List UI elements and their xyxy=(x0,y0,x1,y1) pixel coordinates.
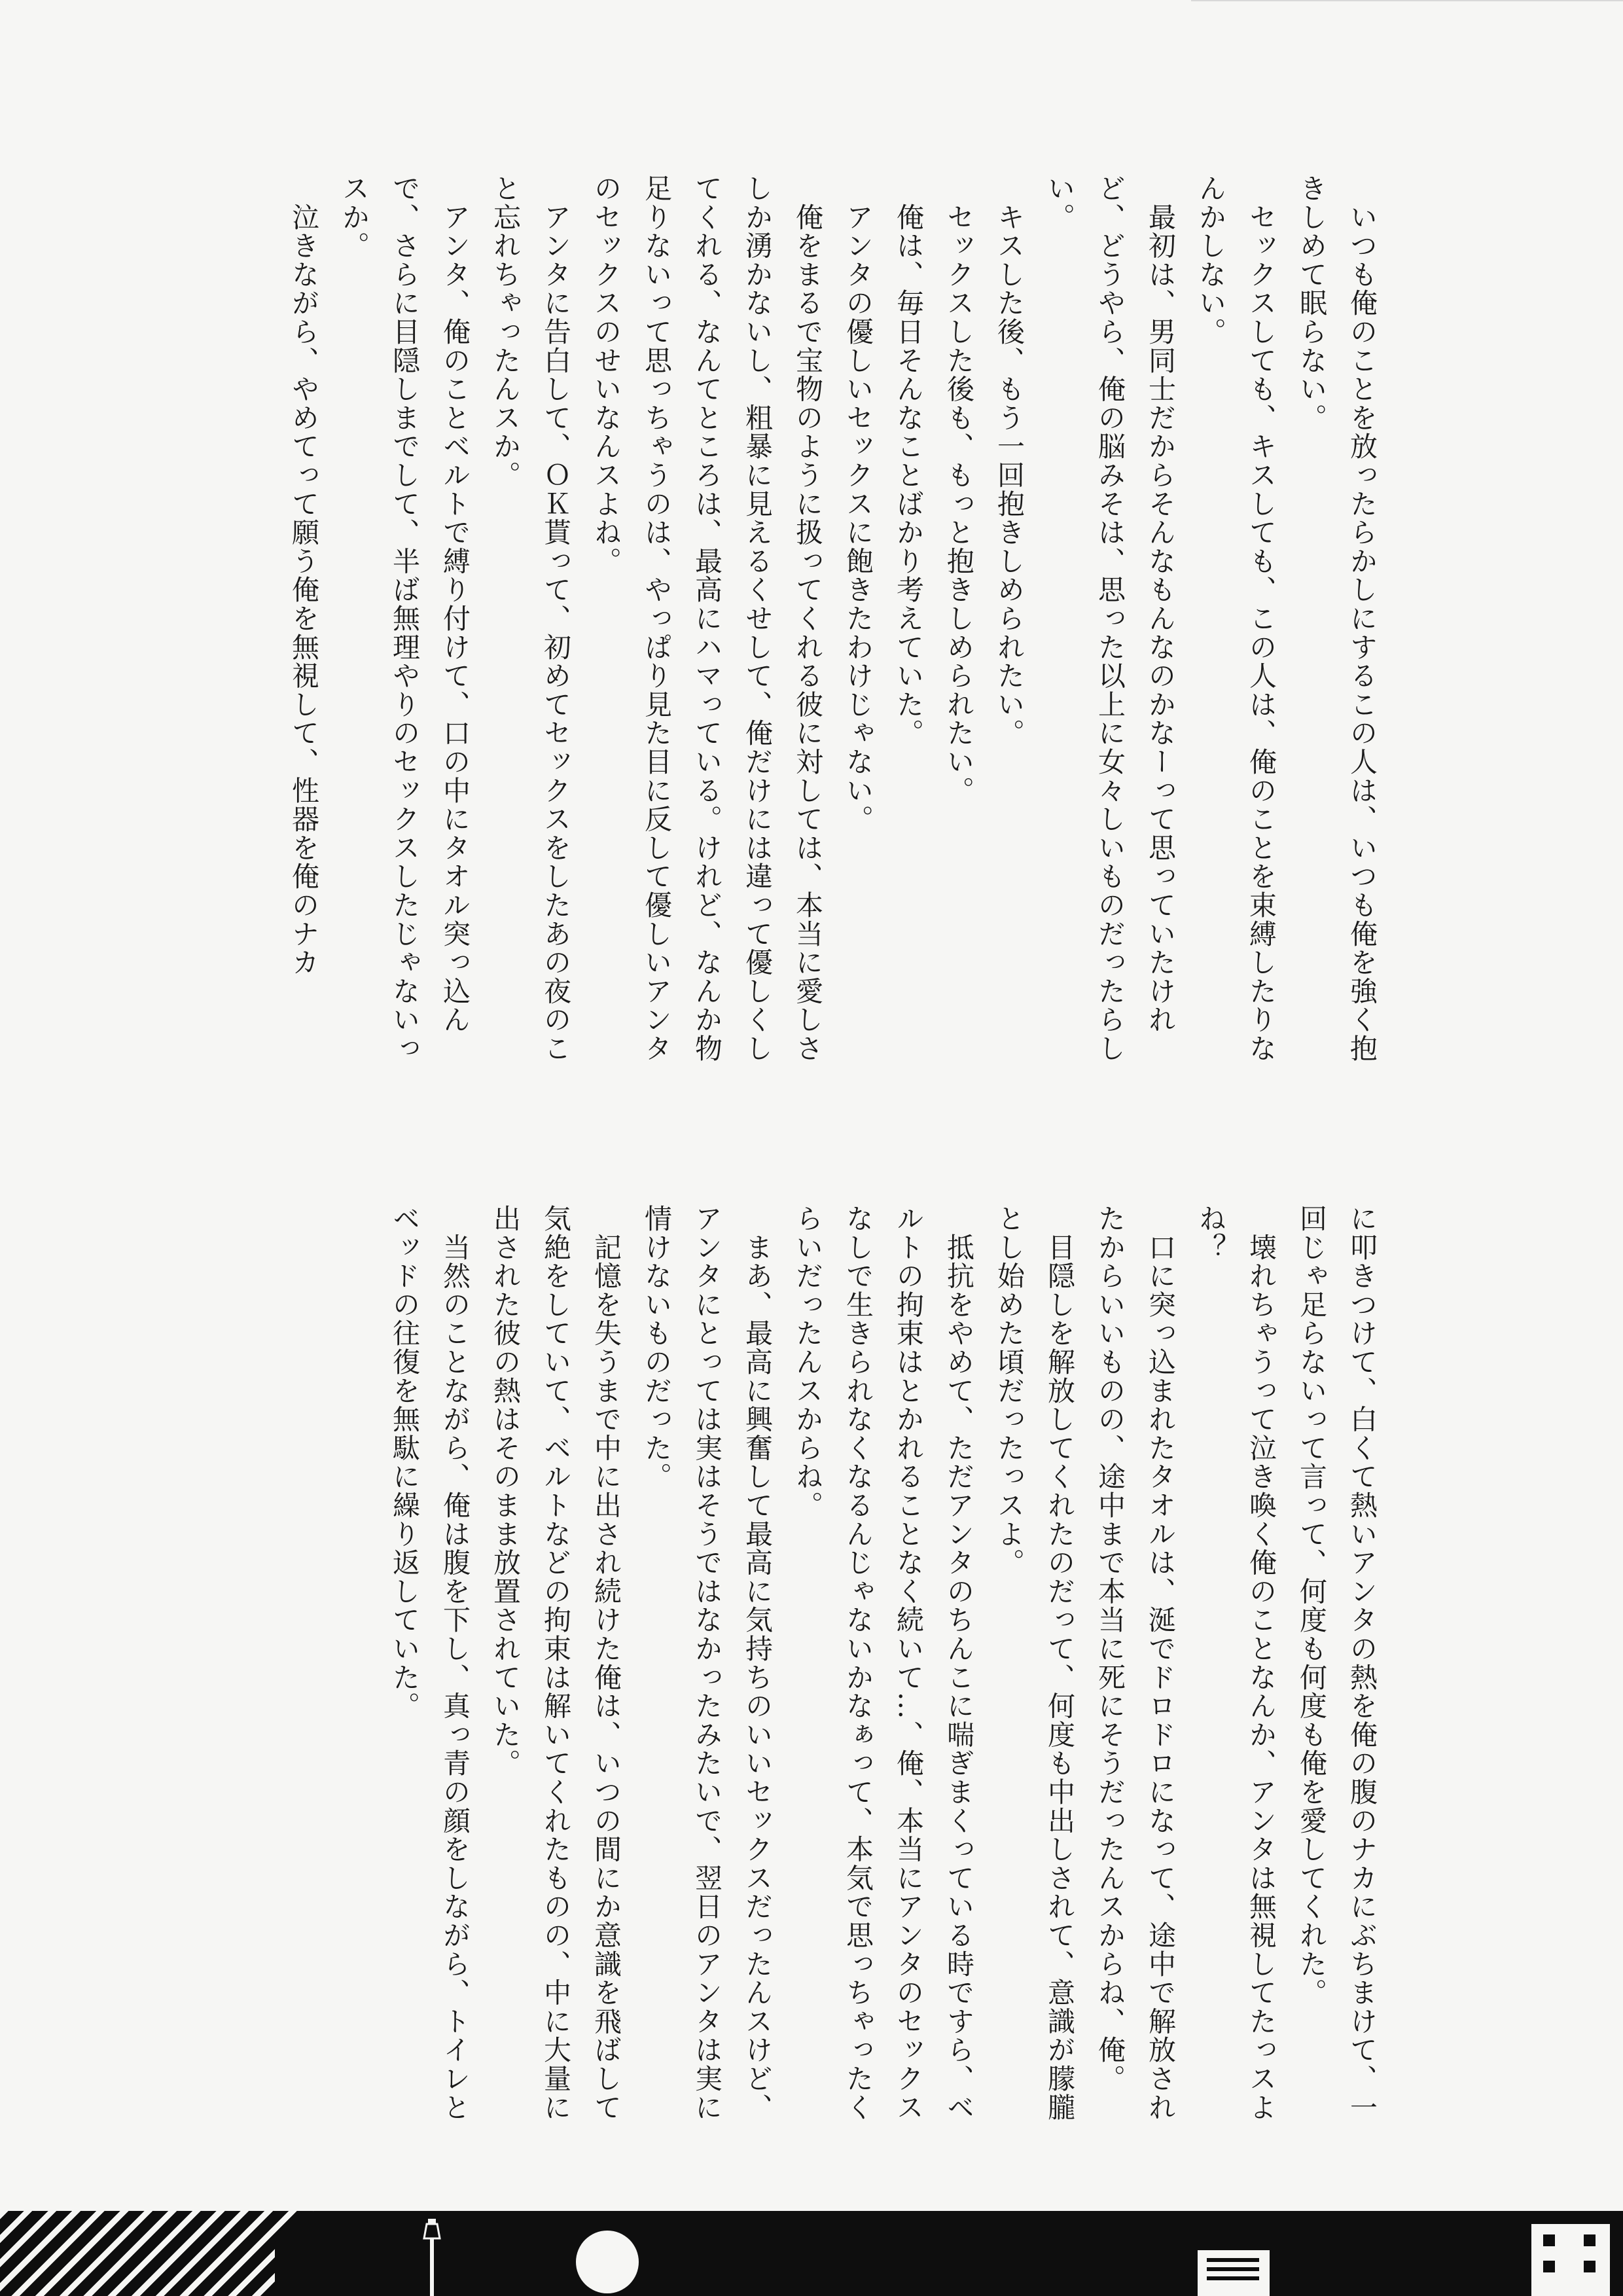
paragraph: 俺は、毎日そんなことばかり考えていた。 xyxy=(893,174,925,747)
building-icon xyxy=(1198,2250,1270,2296)
street-lamp-icon xyxy=(419,2216,445,2296)
hatch-pattern xyxy=(0,2211,314,2296)
paragraph: まあ、最高に興奮して最高に気持ちのいいセックスだったんスけど、アンタにとっては実はそうではなかったみたいで、翌日のアンタは実に情けないものだった。 xyxy=(641,1204,774,2122)
upper-text-column xyxy=(118,174,1387,1090)
paragraph: セックスしても、キスしても、この人は、俺のことを束縛したりなんかしない。 xyxy=(1195,174,1277,1063)
paragraph: 目隠しを解放してくれたのだって、何度も中出しされて、意識が朦朧とし始めた頃だったっスよ。 xyxy=(993,1204,1076,2122)
paragraph: アンタの優しいセックスに飽きたわけじゃない。 xyxy=(842,174,874,834)
paragraph: 最初は、男同士だからそんなもんなのかなーって思っていたけれど、どうやら、俺の脳みそは、思った以上に女々しいものだったらしい。 xyxy=(1044,174,1177,1063)
paragraph: 泣きながら、やめてって願う俺を無視して、性器を俺のナカ xyxy=(288,174,320,977)
paragraph: 俺をまるで宝物のように扱ってくれる彼に対しては、本当に愛しさしか湧かないし、粗暴に見えるくせして、俺だけには違って優しくしてくれる、なんてところは、最高にハマっている。けれど、なんか物足りないって思っちゃうのは、やっぱり見た目に反して優しいアンタのセックスのせいなんスよね。 xyxy=(590,174,824,1063)
paragraph: アンタに告白して、ＯＫ貰って、初めてセックスをしたあの夜のこと忘れちゃったんスか。 xyxy=(490,174,572,1063)
paragraph: 抵抗をやめて、ただアンタのちんこに喘ぎまくっている時ですら、ベルトの拘束はとかれることなく続いて…、俺、本当にアンタのセックスなしで生きられなくなるんじゃないかなぁって、本気で思っちゃったくらいだったんスからね。 xyxy=(792,1204,975,2122)
paragraph: 壊れちゃうって泣き喚く俺のことなんか、アンタは無視してたっスよね？ xyxy=(1195,1204,1277,2122)
hatch-edge xyxy=(275,2211,353,2296)
paragraph: キスした後、もう一回抱きしめられたい。 xyxy=(993,174,1026,747)
paragraph: いつも俺のことを放ったらかしにするこの人は、いつも俺を強く抱きしめて眠らない。 xyxy=(1296,174,1378,1063)
moon-icon xyxy=(576,2231,639,2293)
tower-icon xyxy=(1531,2224,1610,2296)
page-edge-line xyxy=(1191,0,1623,1)
paragraph: 記憶を失うまで中に出され続けた俺は、いつの間にか意識を飛ばして気絶をしていて、ベルトなどの拘束は解いてくれたものの、中に大量に出された彼の熱はそのまま放置されていた。 xyxy=(490,1204,622,2122)
paragraph: 当然のことながら、俺は腹を下し、真っ青の顔をしながら、トイレとベッドの往復を無駄に繰り返していた。 xyxy=(389,1204,471,2122)
paragraph: 口に突っ込まれたタオルは、涎でドロドロになって、途中で解放されたからいいものの、途中まで本当に死にそうだったんスからね、俺。 xyxy=(1094,1204,1177,2122)
footer-decoration-band xyxy=(0,2211,1623,2296)
paragraph: に叩きつけて、白くて熱いアンタの熱を俺の腹のナカにぶちまけて、一回じゃ足らないって言って、何度も何度も俺を愛してくれた。 xyxy=(1296,1204,1378,2122)
paragraph: アンタ、俺のことベルトで縛り付けて、口の中にタオル突っ込んで、さらに目隠しまでして、半ば無理やりのセックスしたじゃないっスか。 xyxy=(338,174,471,1063)
lower-text-column xyxy=(118,1204,1387,2134)
paragraph: セックスした後も、もっと抱きしめられたい。 xyxy=(943,174,975,805)
